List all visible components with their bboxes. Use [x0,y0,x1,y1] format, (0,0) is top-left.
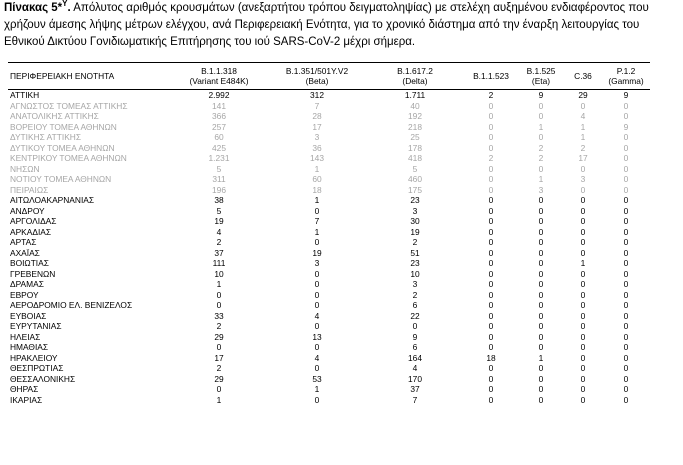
table-row [8,258,650,269]
count-cell: 0 [538,195,544,205]
table-header-row [8,63,650,90]
count-cell: 425 [212,142,226,153]
count-cell: 257 [212,121,226,132]
count-cell: 0 [623,394,629,405]
count-cell: 5 [216,205,222,216]
count-cell: 311 [212,174,226,184]
count-cell: 36 [312,142,322,153]
table-row [8,185,650,196]
count-cell: 0 [623,142,629,153]
count-cell: 0 [538,163,544,174]
count-cell: 3 [314,132,320,142]
count-cell: 3 [314,258,320,268]
table-row [8,111,650,122]
column-header-b16172: B.1.617.2 (Delta) [366,63,464,90]
count-cell: 0 [580,394,586,405]
count-cell: 0 [314,279,320,289]
table-row [8,374,650,385]
count-cell: 9 [538,90,544,100]
count-cell: 0 [580,205,586,216]
region-cell: ΒΟΡΕΙΟΥ ΤΟΜΕΑ ΑΘΗΝΩΝ [10,121,117,132]
table-row [8,164,650,175]
count-cell: 17 [312,121,322,132]
count-cell: 0 [488,226,494,237]
count-cell: 2 [488,153,494,163]
region-cell: ΗΜΑΘΙΑΣ [10,342,49,352]
count-cell: 0 [580,363,586,373]
count-cell: 7 [412,394,418,405]
table-row [8,332,650,343]
count-cell: 0 [580,331,586,342]
count-cell: 0 [488,184,494,195]
count-cell: 1 [580,132,586,142]
count-cell: 25 [410,132,420,142]
count-cell: 0 [623,163,629,174]
count-cell: 30 [410,216,420,226]
count-cell: 4 [412,363,418,373]
count-cell: 4 [314,352,320,363]
count-cell: 418 [408,153,422,163]
count-cell: 0 [623,321,629,331]
count-cell: 0 [488,247,494,258]
region-cell: ΘΗΡΑΣ [10,384,39,394]
region-cell: ΗΡΑΚΛΕΙΟΥ [10,352,58,363]
count-cell: 0 [580,195,586,205]
count-cell: 0 [412,321,418,331]
count-cell: 0 [580,163,586,174]
variants-table [8,62,650,405]
count-cell: 0 [488,142,494,153]
count-cell: 40 [410,100,420,111]
count-cell: 51 [410,247,420,258]
count-cell: 0 [623,174,629,184]
count-cell: 0 [623,373,629,384]
count-cell: 0 [538,132,544,142]
count-cell: 0 [623,237,629,247]
count-cell: 0 [580,384,586,394]
count-cell: 0 [314,268,320,279]
count-cell: 0 [216,384,222,394]
count-cell: 0 [538,100,544,111]
count-cell: 1.711 [404,90,426,100]
count-cell: 175 [408,184,422,195]
count-cell: 0 [623,226,629,237]
count-cell: 19 [410,226,420,237]
region-cell: ΑΡΤΑΣ [10,237,37,247]
count-cell: 2 [216,237,222,247]
count-cell: 2 [412,237,418,247]
count-cell: 28 [312,111,322,121]
region-cell: ΠΕΙΡΑΙΩΣ [10,184,49,195]
region-cell: ΕΒΡΟΥ [10,289,39,300]
count-cell: 0 [580,268,586,279]
region-cell: ΔΥΤΙΚΟΥ ΤΟΜΕΑ ΑΘΗΝΩΝ [10,142,115,153]
count-cell: 0 [488,205,494,216]
count-cell: 0 [623,247,629,258]
count-cell: 33 [214,310,224,321]
count-cell: 2 [580,142,586,153]
count-cell: 0 [623,289,629,300]
count-cell: 5 [412,163,418,174]
count-cell: 4 [216,226,222,237]
count-cell: 29 [578,90,588,100]
count-cell: 0 [623,331,629,342]
count-cell: 0 [538,331,544,342]
count-cell: 22 [410,310,420,321]
count-cell: 0 [580,100,586,111]
column-header-region: ΠΕΡΙΦΕΡΕΙΑΚΗ ΕΝΟΤΗΤΑ [8,63,170,90]
count-cell: 366 [212,111,226,121]
count-cell: 7 [314,100,320,111]
count-cell: 1 [314,384,320,394]
count-cell: 196 [212,184,226,195]
count-cell: 23 [410,195,420,205]
count-cell: 0 [314,237,320,247]
count-cell: 10 [214,268,224,279]
table-row [8,248,650,259]
count-cell: 5 [216,163,222,174]
count-cell: 6 [412,300,418,310]
caption-text: Απόλυτος αριθμός κρουσμάτων (ανεξαρτήτου τρόπου δειγματοληψίας) με στελέχη αυξημένου ενδιαφέροντος που χρήζουν άμεσης λήψης μέτρων ελέγχου, ανά Περιφερειακή Ενότητα, για το χρονικό διάστημα από την έναρξη λειτουργίας του Εθνικού Δικτύου Γονιδιωματικής Επιτήρησης του ιού SARS-CoV-2 μέχρι σήμερα. [4,2,649,48]
count-cell: 0 [580,300,586,310]
table-row [8,216,650,227]
count-cell: 18 [486,352,496,363]
region-cell: ΑΡΓΟΛΙΔΑΣ [10,216,57,226]
table-caption [4,0,680,51]
region-cell: ΑΧΑΪΑΣ [10,247,40,258]
count-cell: 0 [538,237,544,247]
count-cell: 2 [488,90,494,100]
count-cell: 0 [488,394,494,405]
count-cell: 7 [314,216,320,226]
count-cell: 0 [314,300,320,310]
table-row [8,311,650,322]
table-row [8,353,650,364]
table-row [8,279,650,290]
count-cell: 0 [580,237,586,247]
count-cell: 170 [408,373,422,384]
count-cell: 0 [488,363,494,373]
count-cell: 0 [580,216,586,226]
table-row [8,269,650,280]
count-cell: 178 [408,142,422,153]
region-cell: ΑΙΤΩΛΟΑΚΑΡΝΑΝΙΑΣ [10,195,95,205]
region-cell: ΑΝΔΡΟΥ [10,205,45,216]
region-cell: ΑΡΚΑΔΙΑΣ [10,226,52,237]
column-header-c36: C.36 [564,63,602,90]
count-cell: 0 [538,216,544,226]
count-cell: 0 [488,258,494,268]
count-cell: 3 [412,205,418,216]
count-cell: 1.231 [208,153,230,163]
count-cell: 1 [538,174,544,184]
region-cell: ΚΕΝΤΡΙΚΟΥ ΤΟΜΕΑ ΑΘΗΝΩΝ [10,153,127,163]
count-cell: 0 [580,247,586,258]
count-cell: 1 [580,258,586,268]
count-cell: 0 [538,394,544,405]
count-cell: 0 [580,310,586,321]
count-cell: 0 [488,174,494,184]
count-cell: 29 [214,331,224,342]
table-row [8,300,650,311]
table-row [8,290,650,301]
count-cell: 0 [488,300,494,310]
count-cell: 37 [214,247,224,258]
count-cell: 0 [623,268,629,279]
count-cell: 13 [312,331,322,342]
count-cell: 2 [538,142,544,153]
count-cell: 9 [623,90,629,100]
count-cell: 0 [488,216,494,226]
count-cell: 37 [410,384,420,394]
count-cell: 0 [314,342,320,352]
region-cell: ΘΕΣΠΡΩΤΙΑΣ [10,363,64,373]
count-cell: 312 [310,90,324,100]
count-cell: 0 [488,289,494,300]
table-row [8,237,650,248]
count-cell: 1 [538,121,544,132]
count-cell: 0 [314,363,320,373]
count-cell: 0 [488,384,494,394]
count-cell: 0 [488,132,494,142]
region-cell: ΑΤΤΙΚΗ [10,90,40,100]
count-cell: 111 [212,258,226,268]
count-cell: 0 [538,268,544,279]
count-cell: 23 [410,258,420,268]
count-cell: 1 [314,163,320,174]
count-cell: 0 [314,205,320,216]
region-cell: ΙΚΑΡΙΑΣ [10,394,43,405]
count-cell: 0 [623,279,629,289]
count-cell: 2 [412,289,418,300]
count-cell: 164 [408,352,422,363]
count-cell: 10 [410,268,420,279]
table-row [8,321,650,332]
count-cell: 0 [488,121,494,132]
count-cell: 1 [314,226,320,237]
region-cell: ΕΥΒΟΙΑΣ [10,310,47,321]
count-cell: 0 [623,111,629,121]
table-row [8,384,650,395]
count-cell: 0 [538,289,544,300]
region-cell: ΓΡΕΒΕΝΩΝ [10,268,56,279]
count-cell: 0 [623,300,629,310]
count-cell: 2.992 [208,90,230,100]
count-cell: 0 [488,342,494,352]
count-cell: 0 [538,321,544,331]
region-cell: ΒΟΙΩΤΙΑΣ [10,258,49,268]
count-cell: 0 [216,342,222,352]
region-cell: ΑΝΑΤΟΛΙΚΗΣ ΑΤΤΙΚΗΣ [10,111,99,121]
count-cell: 0 [623,195,629,205]
count-cell: 53 [312,373,322,384]
count-cell: 0 [580,373,586,384]
count-cell: 4 [580,111,586,121]
count-cell: 0 [488,237,494,247]
table-row [8,206,650,217]
count-cell: 0 [488,310,494,321]
count-cell: 0 [488,100,494,111]
count-cell: 1 [538,352,544,363]
table-row [8,227,650,238]
column-header-b11318: B.1.1.318 (Variant E484K) [170,63,268,90]
column-header-b1351: B.1.351/501Y.V2 (Beta) [268,63,366,90]
count-cell: 0 [623,310,629,321]
count-cell: 6 [412,342,418,352]
count-cell: 0 [488,268,494,279]
count-cell: 0 [314,289,320,300]
count-cell: 0 [623,352,629,363]
region-cell: ΑΓΝΩΣΤΟΣ ΤΟΜΕΑΣ ΑΤΤΙΚΗΣ [10,100,128,111]
count-cell: 0 [623,258,629,268]
count-cell: 0 [580,289,586,300]
count-cell: 60 [312,174,322,184]
count-cell: 0 [538,258,544,268]
count-cell: 0 [488,163,494,174]
count-cell: 143 [310,153,324,163]
count-cell: 3 [412,279,418,289]
table-row [8,153,650,164]
count-cell: 0 [538,373,544,384]
region-cell: ΝΗΣΩΝ [10,163,40,174]
count-cell: 19 [214,216,224,226]
count-cell: 0 [623,132,629,142]
count-cell: 60 [214,132,224,142]
count-cell: 0 [623,363,629,373]
count-cell: 0 [623,184,629,195]
count-cell: 0 [623,153,629,163]
count-cell: 3 [538,184,544,195]
region-cell: ΝΟΤΙΟΥ ΤΟΜΕΑ ΑΘΗΝΩΝ [10,174,112,184]
count-cell: 0 [538,226,544,237]
count-cell: 19 [312,247,322,258]
count-cell: 38 [214,195,224,205]
region-cell: ΔΡΑΜΑΣ [10,279,44,289]
region-cell: ΔΥΤΙΚΗΣ ΑΤΤΙΚΗΣ [10,132,82,142]
count-cell: 9 [623,121,629,132]
table-row [8,90,650,101]
table-row [8,363,650,374]
count-cell: 0 [488,331,494,342]
count-cell: 0 [580,226,586,237]
count-cell: 0 [538,342,544,352]
table-row [8,195,650,206]
count-cell: 0 [580,184,586,195]
count-cell: 0 [623,100,629,111]
region-cell: ΕΥΡΥΤΑΝΙΑΣ [10,321,62,331]
count-cell: 18 [312,184,322,195]
count-cell: 0 [538,247,544,258]
column-header-b11523: B.1.1.523 [464,63,518,90]
count-cell: 0 [623,205,629,216]
count-cell: 3 [580,174,586,184]
count-cell: 2 [216,321,222,331]
count-cell: 17 [214,352,224,363]
count-cell: 0 [538,363,544,373]
count-cell: 0 [488,195,494,205]
count-cell: 0 [623,216,629,226]
table-row [8,132,650,143]
count-cell: 0 [216,289,222,300]
table-row [8,395,650,406]
count-cell: 1 [314,195,320,205]
count-cell: 0 [538,384,544,394]
count-cell: 192 [408,111,422,121]
region-cell: ΗΛΕΙΑΣ [10,331,41,342]
count-cell: 1 [580,121,586,132]
count-cell: 1 [216,279,222,289]
count-cell: 2 [538,153,544,163]
count-cell: 0 [580,352,586,363]
count-cell: 0 [488,321,494,331]
count-cell: 17 [578,153,588,163]
column-header-p12: P.1.2 (Gamma) [602,63,650,90]
count-cell: 0 [538,279,544,289]
count-cell: 0 [538,205,544,216]
count-cell: 0 [216,300,222,310]
count-cell: 0 [314,321,320,331]
count-cell: 1 [216,394,222,405]
count-cell: 0 [580,321,586,331]
count-cell: 0 [623,342,629,352]
count-cell: 0 [538,310,544,321]
column-header-b1525: B.1.525 (Eta) [518,63,564,90]
count-cell: 0 [538,300,544,310]
count-cell: 0 [623,384,629,394]
count-cell: 141 [212,100,226,111]
count-cell: 0 [488,373,494,384]
count-cell: 0 [538,111,544,121]
count-cell: 0 [580,279,586,289]
count-cell: 218 [408,121,422,132]
region-cell: ΘΕΣΣΑΛΟΝΙΚΗΣ [10,373,76,384]
count-cell: 0 [488,111,494,121]
count-cell: 460 [408,174,422,184]
table-row [8,174,650,185]
table-row [8,101,650,112]
table-row [8,143,650,154]
count-cell: 0 [580,342,586,352]
count-cell: 4 [314,310,320,321]
table-row [8,342,650,353]
count-cell: 0 [314,394,320,405]
count-cell: 9 [412,331,418,342]
count-cell: 2 [216,363,222,373]
table-label: Πίνακας 5*$^Ϋ$. [4,0,71,14]
count-cell: 29 [214,373,224,384]
region-cell: ΑΕΡΟΔΡΟΜΙΟ ΕΛ. ΒΕΝΙΖΕΛΟΣ [10,300,133,310]
count-cell: 0 [488,279,494,289]
table-row [8,122,650,133]
